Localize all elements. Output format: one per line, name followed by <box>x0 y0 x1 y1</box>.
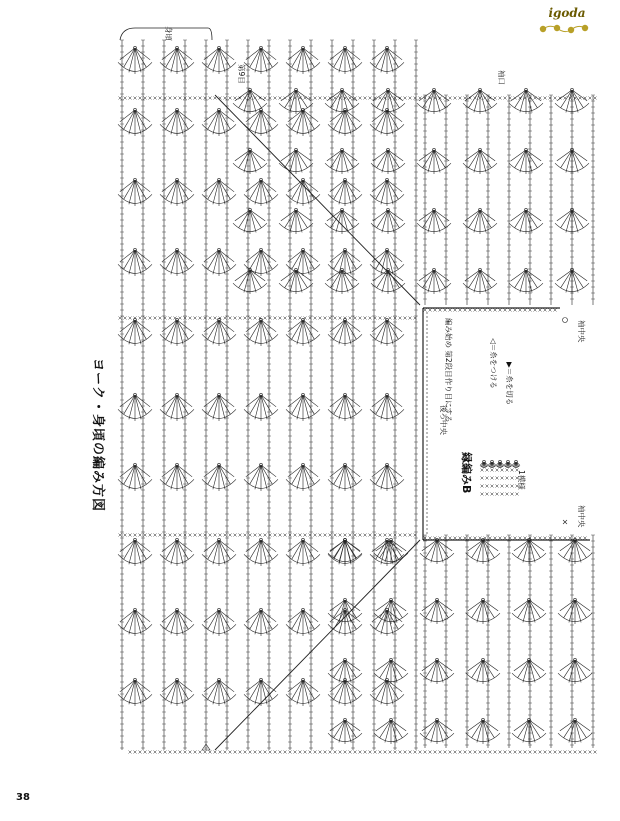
page-number: 38 <box>16 792 30 803</box>
label-attach-yarn: ◁＝糸をつける <box>489 338 498 389</box>
label-sleeve-center-bottom: 袖中央 <box>577 505 586 528</box>
label-body: 身頃 <box>164 26 173 41</box>
brand-logo: igoda <box>548 6 586 20</box>
label-back-center: 後ろ中央 <box>439 405 448 435</box>
flower-chain-icon <box>538 22 594 36</box>
label-row-9: 第9目 <box>237 64 246 84</box>
label-row-first: 1模様 <box>517 470 526 490</box>
label-note: 編み始め 第2段目作り目にする <box>444 318 453 423</box>
label-sleeve-center-top: 袖中央 <box>577 320 586 343</box>
diagram-title: ヨーク・身頃の編み方図 <box>90 358 105 513</box>
label-cut-yarn: ▶＝糸を切る <box>505 362 514 406</box>
label-opening: 袖口 <box>497 70 506 85</box>
label-pattern-b: 縁編みB <box>460 452 473 494</box>
